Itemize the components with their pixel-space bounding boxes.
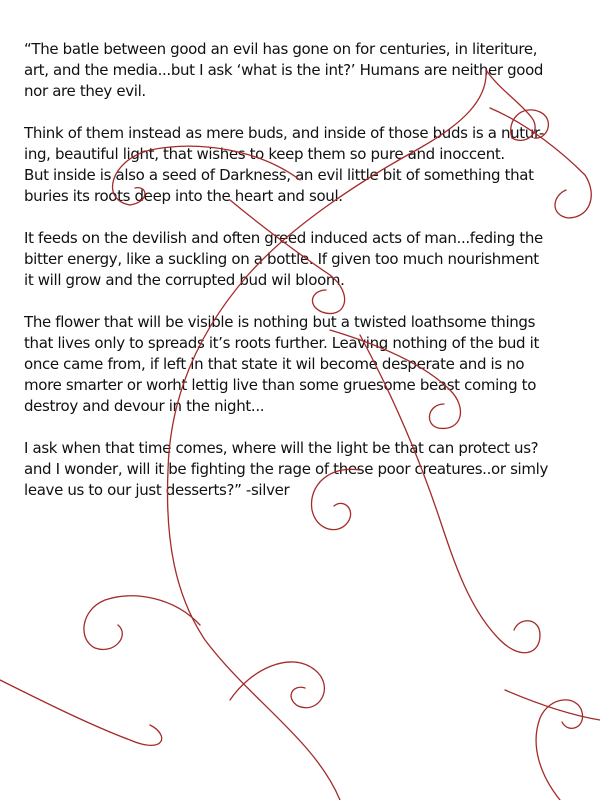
text-line: “The batle between good an evil has gone on for centuries, in literiture, bbox=[24, 40, 538, 58]
text-line: ing, beautiful light, that wishes to keep them so pure and inoccent. bbox=[24, 145, 505, 163]
paragraph-2 bbox=[24, 123, 584, 207]
paragraph-4 bbox=[24, 312, 584, 417]
paragraph-1 bbox=[24, 39, 584, 102]
text-line: But inside is also a seed of Darkness, an evil little bit of something that bbox=[24, 166, 534, 184]
text-line: bitter energy, like a suckling on a bottle. If given too much nourishment bbox=[24, 250, 539, 268]
text-line: Think of them instead as mere buds, and inside of those buds is a nutur- bbox=[24, 124, 544, 142]
vine-tendril-left bbox=[0, 680, 162, 745]
text-line: It feeds on the devilish and often greed induced acts of man...feding the bbox=[24, 229, 543, 247]
text-line: The flower that will be visible is nothing but a twisted loathsome things bbox=[24, 313, 536, 331]
document-text bbox=[24, 39, 584, 522]
text-line: that lives only to spreads it’s roots further. Leaving nothing of the bud it bbox=[24, 334, 539, 352]
text-line: once came from, if left in that state it wil become desperate and is no bbox=[24, 355, 525, 373]
text-line: and I wonder, will it be fighting the rage of these poor creatures..or simly bbox=[24, 460, 548, 478]
vine-tendril-right-edge bbox=[505, 690, 600, 720]
text-line: it will grow and the corrupted bud wil bloom. bbox=[24, 271, 345, 289]
text-line: I ask when that time comes, where will the light be that can protect us? bbox=[24, 439, 539, 457]
text-line: destroy and devour in the night... bbox=[24, 397, 265, 415]
paragraph-5 bbox=[24, 438, 584, 501]
text-line: more smarter or worht lettig live than some gruesome beast coming to bbox=[24, 376, 537, 394]
paragraph-3 bbox=[24, 228, 584, 291]
text-line: leave us to our just desserts?” -silver bbox=[24, 481, 290, 499]
vine-curl-lower-middle bbox=[230, 662, 324, 708]
text-line: nor are they evil. bbox=[24, 82, 146, 100]
text-line: art, and the media...but I ask ‘what is the int?’ Humans are neither good bbox=[24, 61, 544, 79]
vine-curl-lower-right bbox=[536, 700, 582, 800]
text-line: buries its roots deep into the heart and soul. bbox=[24, 187, 343, 205]
vine-spiral-lower-left bbox=[84, 596, 200, 650]
